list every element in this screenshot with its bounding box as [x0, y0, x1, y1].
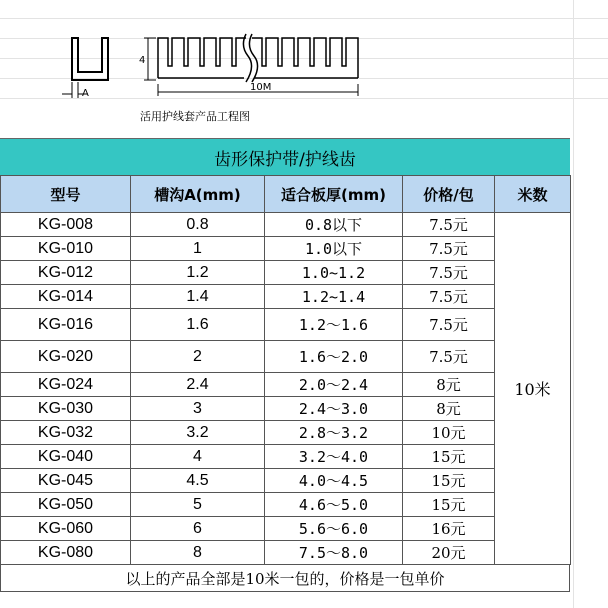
cell-price: 8元	[403, 397, 495, 421]
header-price: 价格/包	[403, 176, 495, 213]
cell-thickness: 4.0～4.5	[265, 469, 403, 493]
cell-meters: 10米	[495, 213, 571, 565]
cell-groove: 1.6	[131, 309, 265, 341]
cell-model: KG-030	[1, 397, 131, 421]
cell-groove: 2.4	[131, 373, 265, 397]
cell-thickness: 0.8以下	[265, 213, 403, 237]
cell-groove: 1.2	[131, 261, 265, 285]
cell-price: 7.5元	[403, 213, 495, 237]
comb-strip	[158, 34, 358, 82]
cell-groove: 5	[131, 493, 265, 517]
cell-model: KG-080	[1, 541, 131, 565]
cell-model: KG-040	[1, 445, 131, 469]
cell-price: 15元	[403, 493, 495, 517]
table-row	[1, 213, 571, 237]
cell-thickness: 1.2～1.6	[265, 309, 403, 341]
cell-model: KG-014	[1, 285, 131, 309]
header-groove: 槽沟A(mm)	[131, 176, 265, 213]
cell-groove: 8	[131, 541, 265, 565]
cell-model: KG-020	[1, 341, 131, 373]
table-row	[1, 469, 571, 493]
cell-price: 15元	[403, 469, 495, 493]
cell-thickness: 1.0以下	[265, 237, 403, 261]
cell-model: KG-045	[1, 469, 131, 493]
cell-model: KG-010	[1, 237, 131, 261]
drawing-caption: 活用护线套产品工程图	[140, 110, 250, 123]
cell-groove: 6	[131, 517, 265, 541]
table-row	[1, 261, 571, 285]
table-row	[1, 421, 571, 445]
spec-table	[0, 138, 570, 592]
cell-price: 15元	[403, 445, 495, 469]
cell-thickness: 5.6～6.0	[265, 517, 403, 541]
cell-price: 16元	[403, 517, 495, 541]
table-row	[1, 541, 571, 565]
cell-price: 7.5元	[403, 341, 495, 373]
cell-model: KG-050	[1, 493, 131, 517]
cell-model: KG-016	[1, 309, 131, 341]
cell-thickness: 1.2~1.4	[265, 285, 403, 309]
cell-price: 8元	[403, 373, 495, 397]
dimension-height	[144, 38, 156, 80]
cell-thickness: 2.0～2.4	[265, 373, 403, 397]
table-row	[1, 341, 571, 373]
cell-groove: 3	[131, 397, 265, 421]
cell-price: 7.5元	[403, 285, 495, 309]
cell-groove: 4	[131, 445, 265, 469]
cell-model: KG-032	[1, 421, 131, 445]
table-row	[1, 309, 571, 341]
dim-a-label: A	[82, 88, 89, 99]
cell-price: 20元	[403, 541, 495, 565]
cell-price: 7.5元	[403, 261, 495, 285]
cell-price: 7.5元	[403, 237, 495, 261]
cell-thickness: 2.4～3.0	[265, 397, 403, 421]
header-row	[1, 176, 571, 213]
cell-thickness: 1.6～2.0	[265, 341, 403, 373]
header-meters: 米数	[495, 176, 571, 213]
table-row	[1, 397, 571, 421]
cell-groove: 1	[131, 237, 265, 261]
cell-thickness: 3.2～4.0	[265, 445, 403, 469]
cell-model: KG-012	[1, 261, 131, 285]
table-row	[1, 237, 571, 261]
cell-groove: 3.2	[131, 421, 265, 445]
cell-model: KG-024	[1, 373, 131, 397]
cell-groove: 1.4	[131, 285, 265, 309]
cell-groove: 2	[131, 341, 265, 373]
spec-grid	[0, 175, 571, 565]
table-title: 齿形保护带/护线齿	[0, 138, 570, 175]
table-row	[1, 373, 571, 397]
dim-length-label: 10M	[250, 82, 272, 93]
cell-model: KG-008	[1, 213, 131, 237]
u-profile	[72, 38, 108, 80]
cell-price: 7.5元	[403, 309, 495, 341]
table-footnote: 以上的产品全部是10米一包的，价格是一包单价	[0, 565, 570, 592]
cell-model: KG-060	[1, 517, 131, 541]
table-row	[1, 285, 571, 309]
cell-groove: 4.5	[131, 469, 265, 493]
engineering-drawing	[0, 0, 608, 138]
cell-thickness: 1.0~1.2	[265, 261, 403, 285]
table-row	[1, 493, 571, 517]
cell-thickness: 2.8～3.2	[265, 421, 403, 445]
dim-height-label: 4	[139, 55, 146, 66]
table-row	[1, 445, 571, 469]
cell-price: 10元	[403, 421, 495, 445]
header-thickness: 适合板厚(mm)	[265, 176, 403, 213]
cell-thickness: 7.5～8.0	[265, 541, 403, 565]
table-row	[1, 517, 571, 541]
header-model: 型号	[1, 176, 131, 213]
cell-groove: 0.8	[131, 213, 265, 237]
cell-thickness: 4.6～5.0	[265, 493, 403, 517]
